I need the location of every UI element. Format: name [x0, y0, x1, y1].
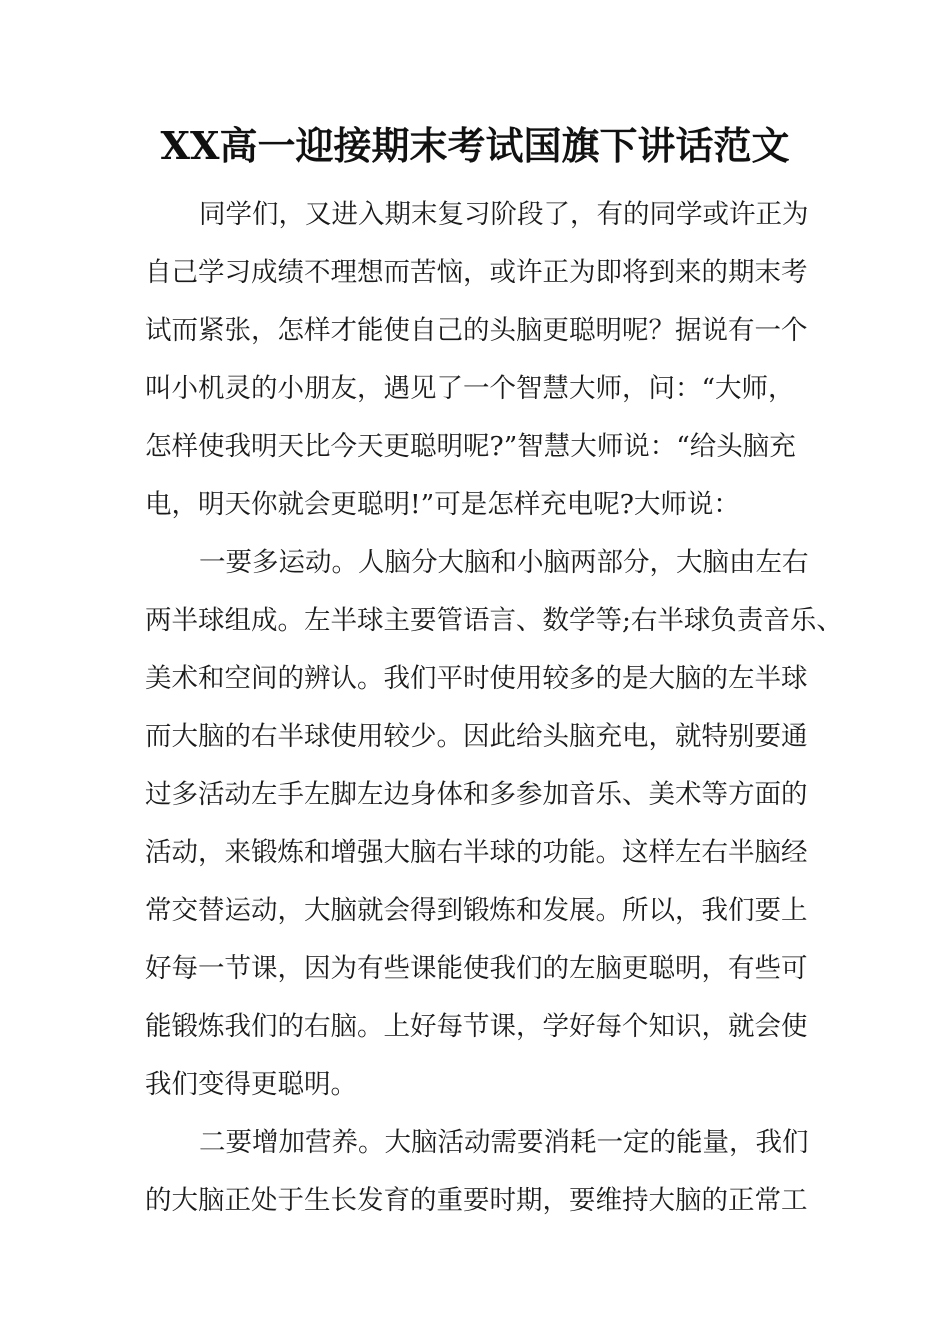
document-title: XX高一迎接期末考试国旗下讲话范文 [160, 123, 790, 168]
text-line: 两半球组成。左半球主要管语言、数学等;右半球负责音乐、 [145, 605, 843, 636]
text-line: 好每一节课，因为有些课能使我们的左脑更聪明，有些可 [145, 953, 808, 984]
text-line: 同学们，又进入期末复习阶段了，有的同学或许正为 [199, 199, 809, 230]
text-line: 常交替运动，大脑就会得到锻炼和发展。所以，我们要上 [145, 895, 808, 926]
text-line: 美术和空间的辨认。我们平时使用较多的是大脑的左半球 [145, 663, 808, 694]
document-body [145, 186, 843, 1230]
text-line: 的大脑正处于生长发育的重要时期，要维持大脑的正常工 [145, 1185, 808, 1216]
text-line: 二要增加营养。大脑活动需要消耗一定的能量，我们 [199, 1127, 809, 1158]
text-line: 自己学习成绩不理想而苦恼，或许正为即将到来的期末考 [145, 257, 808, 288]
text-line: 叫小机灵的小朋友，遇见了一个智慧大师，问：“大师， [145, 373, 795, 404]
text-line: 一要多运动。人脑分大脑和小脑两部分，大脑由左右 [199, 547, 809, 578]
text-line: 而大脑的右半球使用较少。因此给头脑充电，就特别要通 [145, 721, 808, 752]
text-line: 试而紧张，怎样才能使自己的头脑更聪明呢？据说有一个 [145, 315, 808, 346]
text-line: 过多活动左手左脚左边身体和多参加音乐、美术等方面的 [145, 779, 808, 810]
text-line: 活动，来锻炼和增强大脑右半球的功能。这样左右半脑经 [145, 837, 808, 868]
text-line: 怎样使我明天比今天更聪明呢?”智慧大师说：“给头脑充 [145, 431, 796, 462]
text-line: 我们变得更聪明。 [145, 1069, 357, 1100]
text-line: 能锻炼我们的右脑。上好每节课，学好每个知识，就会使 [145, 1011, 808, 1042]
text-line: 电，明天你就会更聪明!”可是怎样充电呢?大师说： [145, 489, 740, 520]
